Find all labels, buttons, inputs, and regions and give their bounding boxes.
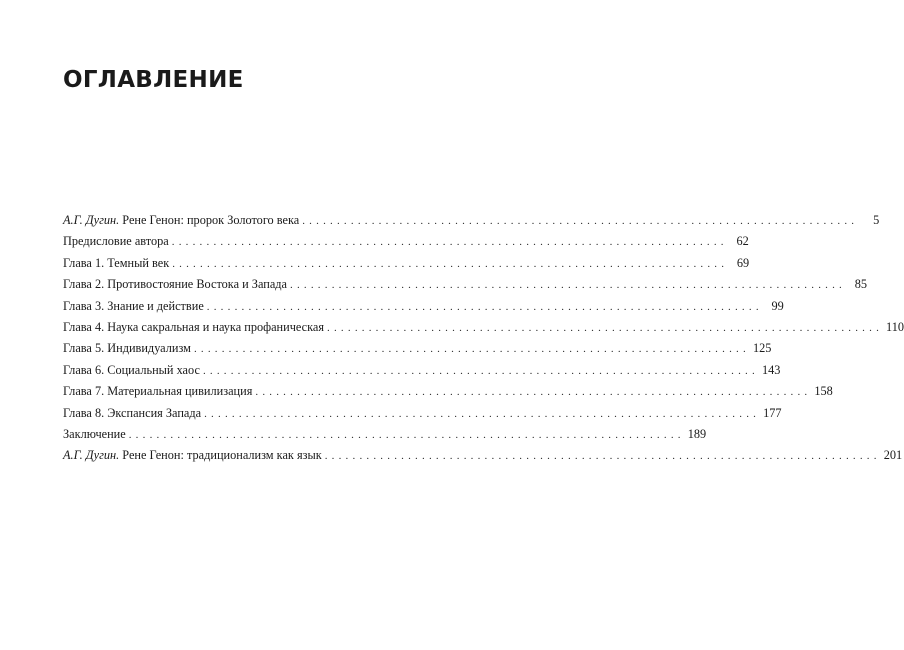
toc-entry[interactable] [63, 403, 782, 424]
toc-entry-title: Глава 5. Индивидуализм [63, 341, 191, 356]
dot-leader: ................................................................................ [255, 386, 812, 399]
toc-entry-title: Глава 4. Наука сакральная и наука профаническая [63, 319, 325, 334]
toc-entry-page: 85 [854, 277, 867, 292]
toc-entry[interactable] [63, 338, 772, 359]
dot-leader: ................................................................................ [290, 279, 846, 292]
dot-leader: ................................................................................ [327, 321, 884, 334]
table-of-contents [63, 210, 904, 467]
toc-entry-page: 125 [752, 341, 772, 356]
toc-entry[interactable] [63, 317, 904, 338]
toc-entry-page: 110 [886, 319, 904, 334]
toc-entry-author: А.Г. Дугин. [63, 448, 120, 463]
toc-entry-title: А.Г. Дугин. Рене Генон: традиционализм как язык [63, 448, 322, 463]
toc-entry[interactable] [63, 360, 781, 381]
toc-entry-page: 5 [873, 213, 880, 227]
toc-entry[interactable] [63, 296, 784, 317]
dot-leader: ................................................................................ [324, 450, 881, 463]
toc-entry-author: А.Г. Дугин. [63, 213, 120, 227]
toc-entry[interactable] [63, 210, 880, 231]
toc-entry-page: 99 [771, 298, 784, 313]
toc-entry[interactable] [63, 274, 867, 295]
toc-entry[interactable] [63, 231, 749, 252]
toc-entry-title: Предисловие автора [63, 234, 169, 249]
toc-entry-page: 62 [736, 234, 749, 249]
dot-leader: ................................................................................ [202, 364, 759, 377]
toc-entry-title: Глава 7. Материальная цивилизация [63, 384, 253, 399]
dot-leader: ................................................................................ [204, 407, 761, 420]
dot-leader: ................................................................................ [171, 236, 728, 249]
toc-entry[interactable] [63, 424, 707, 445]
toc-entry[interactable] [63, 253, 750, 274]
toc-entry-title: А.Г. Дугин. Рене Генон: пророк Золотого века [63, 213, 300, 227]
toc-entry-title: Заключение [63, 426, 126, 441]
dot-leader: ................................................................................ [172, 257, 729, 270]
page-title: ОГЛАВЛЕНИЕ [63, 67, 244, 93]
toc-entry[interactable] [63, 445, 903, 466]
toc-entry-page: 143 [761, 362, 781, 377]
dot-leader: ................................................................................ [302, 215, 859, 227]
toc-entry-page: 158 [814, 384, 833, 399]
toc-entry-title: Глава 2. Противостояние Востока и Запада [63, 277, 287, 292]
dot-leader: ................................................................................ [128, 428, 685, 441]
dot-leader: ................................................................................ [206, 300, 763, 313]
toc-entry-page: 189 [687, 426, 707, 441]
toc-entry-page: 69 [736, 255, 750, 270]
toc-entry-title: Глава 1. Темный век [63, 255, 170, 270]
toc-entry-title: Глава 8. Экспансия Запада [63, 405, 202, 420]
dot-leader: ................................................................................ [193, 343, 750, 356]
toc-entry-page: 201 [883, 448, 903, 463]
toc-entry-title: Глава 3. Знание и действие [63, 298, 204, 313]
toc-entry-title: Глава 6. Социальный хаос [63, 362, 200, 377]
toc-entry[interactable] [63, 381, 833, 402]
toc-entry-page: 177 [763, 405, 782, 420]
